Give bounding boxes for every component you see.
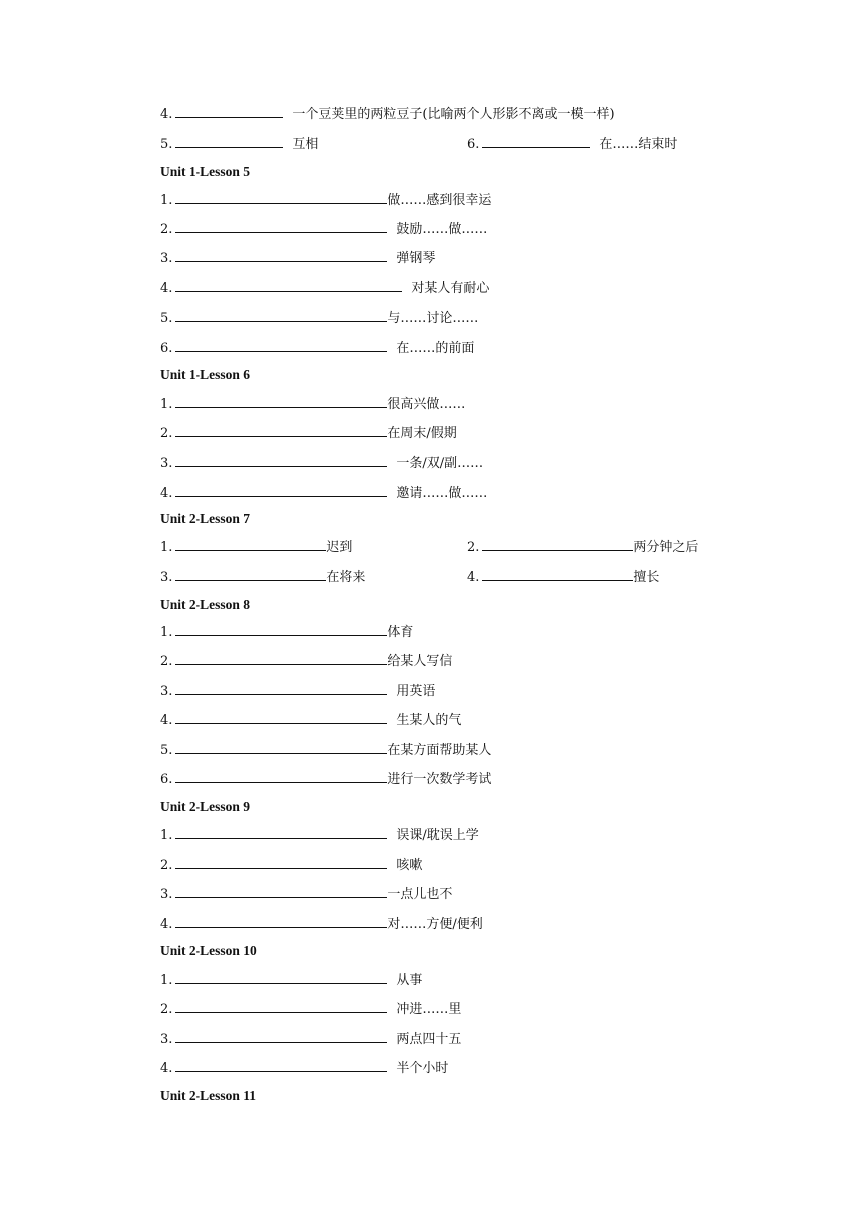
section-heading: Unit 1-Lesson 5 — [160, 164, 251, 179]
item-number: 3. — [160, 887, 173, 902]
item-number: 3. — [160, 684, 173, 699]
fill-item — [160, 338, 474, 358]
item-number: 4. — [467, 570, 480, 585]
item-number: 1. — [160, 397, 173, 412]
item-meaning: 擅长 — [633, 570, 660, 585]
item-meaning: 用英语 — [396, 684, 436, 699]
item-number: 1. — [160, 625, 173, 640]
item-number: 5. — [160, 311, 173, 326]
item-number: 6. — [467, 137, 480, 152]
section-heading: Unit 2-Lesson 7 — [160, 511, 251, 526]
item-number: 4. — [160, 917, 173, 932]
item-meaning: 做……感到很幸运 — [387, 193, 492, 208]
item-meaning: 生某人的气 — [396, 713, 462, 728]
answer-blank[interactable] — [175, 219, 387, 233]
fill-item — [160, 769, 491, 789]
answer-blank[interactable] — [482, 567, 633, 581]
item-meaning: 一条/双/副…… — [396, 456, 484, 471]
fill-item — [160, 308, 478, 328]
item-meaning: 体育 — [387, 625, 414, 640]
item-number: 5. — [160, 137, 173, 152]
fill-item — [467, 567, 659, 587]
item-number: 2. — [160, 222, 173, 237]
section-heading: Unit 1-Lesson 6 — [160, 367, 251, 382]
item-number: 2. — [160, 858, 173, 873]
item-meaning: 对某人有耐心 — [411, 281, 490, 296]
item-meaning: 在……结束时 — [599, 137, 678, 152]
item-number: 5. — [160, 743, 173, 758]
item-meaning: 对……方便/便利 — [387, 917, 483, 932]
item-number: 1. — [160, 973, 173, 988]
fill-item — [160, 483, 487, 503]
answer-blank[interactable] — [175, 308, 387, 322]
item-number: 3. — [160, 251, 173, 266]
item-number: 2. — [160, 1002, 173, 1017]
item-meaning: 一点儿也不 — [387, 887, 453, 902]
fill-item — [467, 134, 677, 154]
answer-blank[interactable] — [175, 769, 387, 783]
fill-item — [160, 681, 435, 701]
item-meaning: 弹钢琴 — [396, 251, 436, 266]
answer-blank[interactable] — [175, 710, 387, 724]
item-meaning: 半个小时 — [396, 1061, 449, 1076]
answer-blank[interactable] — [175, 884, 387, 898]
answer-blank[interactable] — [175, 1058, 387, 1072]
item-meaning: 咳嗽 — [396, 858, 423, 873]
item-number: 2. — [160, 426, 173, 441]
fill-item — [160, 190, 491, 210]
answer-blank[interactable] — [175, 134, 283, 148]
fill-item — [160, 740, 491, 760]
fill-item — [160, 423, 457, 443]
answer-blank[interactable] — [175, 190, 387, 204]
answer-blank[interactable] — [175, 104, 283, 118]
answer-blank[interactable] — [175, 740, 387, 754]
item-number: 1. — [160, 540, 173, 555]
answer-blank[interactable] — [175, 338, 387, 352]
section-heading: Unit 2-Lesson 9 — [160, 799, 251, 814]
item-number: 4. — [160, 281, 173, 296]
item-meaning: 与……讨论…… — [387, 311, 479, 326]
fill-item — [160, 970, 422, 990]
fill-item — [160, 825, 479, 845]
fill-item — [160, 622, 413, 642]
item-number: 4. — [160, 486, 173, 501]
fill-item — [160, 394, 465, 414]
answer-blank[interactable] — [175, 537, 326, 551]
item-meaning: 在周末/假期 — [387, 426, 457, 441]
item-meaning: 很高兴做…… — [387, 397, 466, 412]
fill-item — [160, 219, 487, 239]
item-meaning: 两分钟之后 — [633, 540, 699, 555]
fill-item — [160, 453, 483, 473]
answer-blank[interactable] — [482, 134, 590, 148]
answer-blank[interactable] — [175, 681, 387, 695]
answer-blank[interactable] — [175, 651, 387, 665]
fill-item — [160, 248, 435, 268]
section-heading: Unit 2-Lesson 8 — [160, 597, 251, 612]
item-number: 3. — [160, 570, 173, 585]
fill-item — [160, 999, 461, 1019]
item-meaning: 在某方面帮助某人 — [387, 743, 492, 758]
item-number: 1. — [160, 828, 173, 843]
fill-item — [160, 914, 483, 934]
answer-blank[interactable] — [175, 567, 326, 581]
item-meaning: 误课/耽误上学 — [396, 828, 479, 843]
fill-item — [160, 855, 422, 875]
fill-item — [160, 1058, 448, 1078]
item-meaning: 从事 — [396, 973, 423, 988]
item-meaning: 邀请……做…… — [396, 486, 488, 501]
fill-item — [160, 104, 615, 124]
section-heading: Unit 2-Lesson 10 — [160, 943, 257, 958]
fill-item — [160, 710, 461, 730]
fill-item — [160, 651, 452, 671]
item-meaning: 迟到 — [326, 540, 353, 555]
answer-blank[interactable] — [175, 855, 387, 869]
answer-blank[interactable] — [175, 394, 387, 408]
answer-blank[interactable] — [175, 278, 402, 292]
answer-blank[interactable] — [175, 1029, 387, 1043]
item-meaning: 一个豆荚里的两粒豆子(比喻两个人形影不离或一模一样) — [292, 107, 615, 122]
item-number: 4. — [160, 1061, 173, 1076]
item-meaning: 给某人写信 — [387, 654, 453, 669]
answer-blank[interactable] — [175, 999, 387, 1013]
answer-blank[interactable] — [175, 914, 387, 928]
fill-item — [160, 278, 489, 298]
item-meaning: 在将来 — [326, 570, 366, 585]
answer-blank[interactable] — [482, 537, 633, 551]
answer-blank[interactable] — [175, 248, 387, 262]
item-number: 2. — [467, 540, 480, 555]
fill-item — [160, 884, 452, 904]
answer-blank[interactable] — [175, 423, 387, 437]
item-number: 4. — [160, 107, 173, 122]
answer-blank[interactable] — [175, 483, 387, 497]
item-number: 6. — [160, 772, 173, 787]
item-meaning: 鼓励……做…… — [396, 222, 488, 237]
fill-item — [160, 1029, 461, 1049]
fill-item — [160, 134, 318, 154]
fill-item — [160, 537, 352, 557]
item-number: 2. — [160, 654, 173, 669]
answer-blank[interactable] — [175, 825, 387, 839]
fill-item — [160, 567, 365, 587]
item-number: 3. — [160, 1032, 173, 1047]
answer-blank[interactable] — [175, 970, 387, 984]
item-meaning: 互相 — [292, 137, 319, 152]
fill-item — [467, 537, 698, 557]
item-number: 1. — [160, 193, 173, 208]
answer-blank[interactable] — [175, 453, 387, 467]
section-heading: Unit 2-Lesson 11 — [160, 1088, 257, 1103]
item-meaning: 两点四十五 — [396, 1032, 462, 1047]
item-number: 6. — [160, 341, 173, 356]
item-meaning: 在……的前面 — [396, 341, 475, 356]
item-number: 4. — [160, 713, 173, 728]
answer-blank[interactable] — [175, 622, 387, 636]
item-number: 3. — [160, 456, 173, 471]
item-meaning: 冲进……里 — [396, 1002, 462, 1017]
item-meaning: 进行一次数学考试 — [387, 772, 492, 787]
